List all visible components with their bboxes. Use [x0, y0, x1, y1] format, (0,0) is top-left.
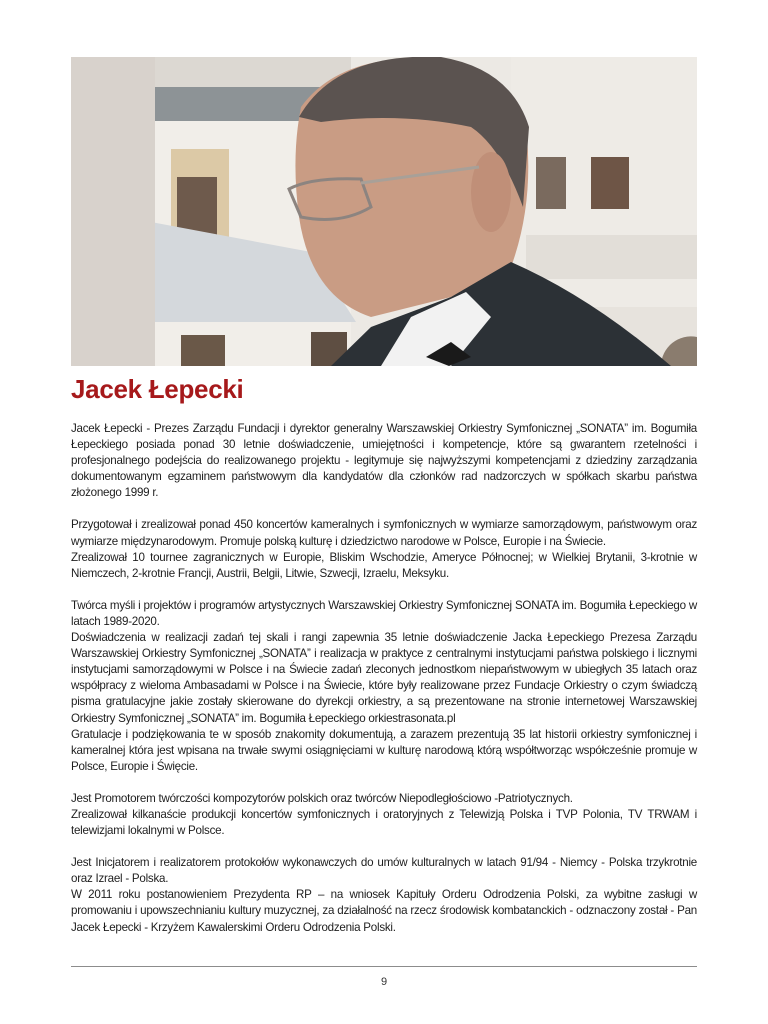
portrait-photo: [71, 57, 697, 366]
paragraph-intro: [71, 421, 697, 501]
paragraph-line: Twórca myśli i projektów i programów artystycznych Warszawskiej Orkiestry Symfonicznej SONATA im. Bogumiła Łepeckiego w latach 1989-2020.: [71, 598, 697, 628]
paragraph-line: Jacek Łepecki - Prezes Zarządu Fundacji i dyrektor generalny Warszawskiej Orkiestry Symfonicznej „SONATA” im. Bogumiła Łepeckiego posiada ponad 30 letnie doświadczenie, umiejętności i kompetencje, które są gwarantem rzetelności i profesjonalnego podejścia do realizowanego projektu - legitymuje się najwyższymi kompetencjami z dziedziny zarządzania dokumentowanym egzaminem państwowym dla kandydatów dla członków rad nadzorczych w spółkach skarbu państwa złożonego 1999 r.: [71, 422, 697, 500]
paragraph-line: Doświadczenia w realizacji zadań tej skali i rangi zapewnia 35 letnie doświadczenie Jacka Łepeckiego Prezesa Zarządu Warszawskiej Orkiestry Symfonicznej „SONATA” i realizacja w praktyce z centralnymi instytucjami państwa polskiego i licznymi instytucjami samorządowymi w Polsce i na Świecie zadań zleconych jednostkom niepaństwowym w ubiegłych 35 latach oraz współpracy z wieloma Ambasadami w Polsce i na Świecie, które były realizowane przez Fundacje Orkiestry o czym świadczą pisma gratulacyjne jakie zostały skierowane do dyrekcji orkiestry, a są prezentowane na stronie internetowej Warszawskiej Orkiestry Symfonicznej „SONATA” im. Bogumiła Łepeckiego orkiestrasonata.pl: [71, 631, 697, 725]
paragraph-programs: [71, 598, 697, 775]
paragraph-line: W 2011 roku postanowieniem Prezydenta RP – na wniosek Kapituły Orderu Odrodzenia Polski, za wybitne zasługi w promowaniu i upowszechnianiu kultury muzycznej, za działalność na rzecz środowisk kombatanckich - odznaczony został - Pan Jacek Łepecki - Krzyżem Kawalerskimi Orderu Odrodzenia Polski.: [71, 888, 697, 934]
paragraph-awards: [71, 855, 697, 935]
paragraph-promotion: [71, 791, 697, 839]
biography-text: [71, 421, 697, 952]
paragraph-line: Zrealizował 10 tournee zagranicznych w Europie, Bliskim Wschodzie, Ameryce Północnej; w Wielkiej Brytanii, 3-krotnie w Niemczech, 2-krotnie Francji, Austrii, Belgii, Litwie, Szwecji, Izraelu, Meksyku.: [71, 550, 697, 580]
paragraph-line: Jest Promotorem twórczości kompozytorów polskich oraz twórców Niepodległościowo -Patriotycznych.: [71, 791, 573, 805]
footer-divider: [71, 966, 697, 967]
paragraph-line: Przygotował i zrealizował ponad 450 koncertów kameralnych i symfonicznych w wymiarze samorządowym, państwowym oraz wymiarze międzynarodowym. Promuje polską kulturę i dziedzictwo narodowe w Polsce, Europie i na Świecie.: [71, 518, 697, 548]
paragraph-concerts: [71, 517, 697, 581]
portrait-image: [71, 57, 697, 366]
paragraph-line: Gratulacje i podziękowania te w sposób znakomity dokumentują, a zarazem prezentują 35 lat historii orkiestry symfonicznej i kameralnej która jest wpisana na trwałe swymi osiągnięciami w kulturę narodową którą współtworząc współcześnie promuje w Polsce, Europie i Święcie.: [71, 727, 697, 773]
page-title: Jacek Łepecki: [71, 374, 244, 404]
paragraph-line: Jest Inicjatorem i realizatorem protokołów wykonawczych do umów kulturalnych w latach 91/94 - Niemcy - Polska trzykrotnie oraz Izrael - Polska.: [71, 856, 697, 886]
paragraph-line: Zrealizował kilkanaście produkcji koncertów symfonicznych i oratoryjnych z Telewizją Polska i TVP Polonia, TV TRWAM i telewizjami lokalnymi w Polsce.: [71, 807, 697, 838]
page-number: 9: [380, 976, 388, 988]
